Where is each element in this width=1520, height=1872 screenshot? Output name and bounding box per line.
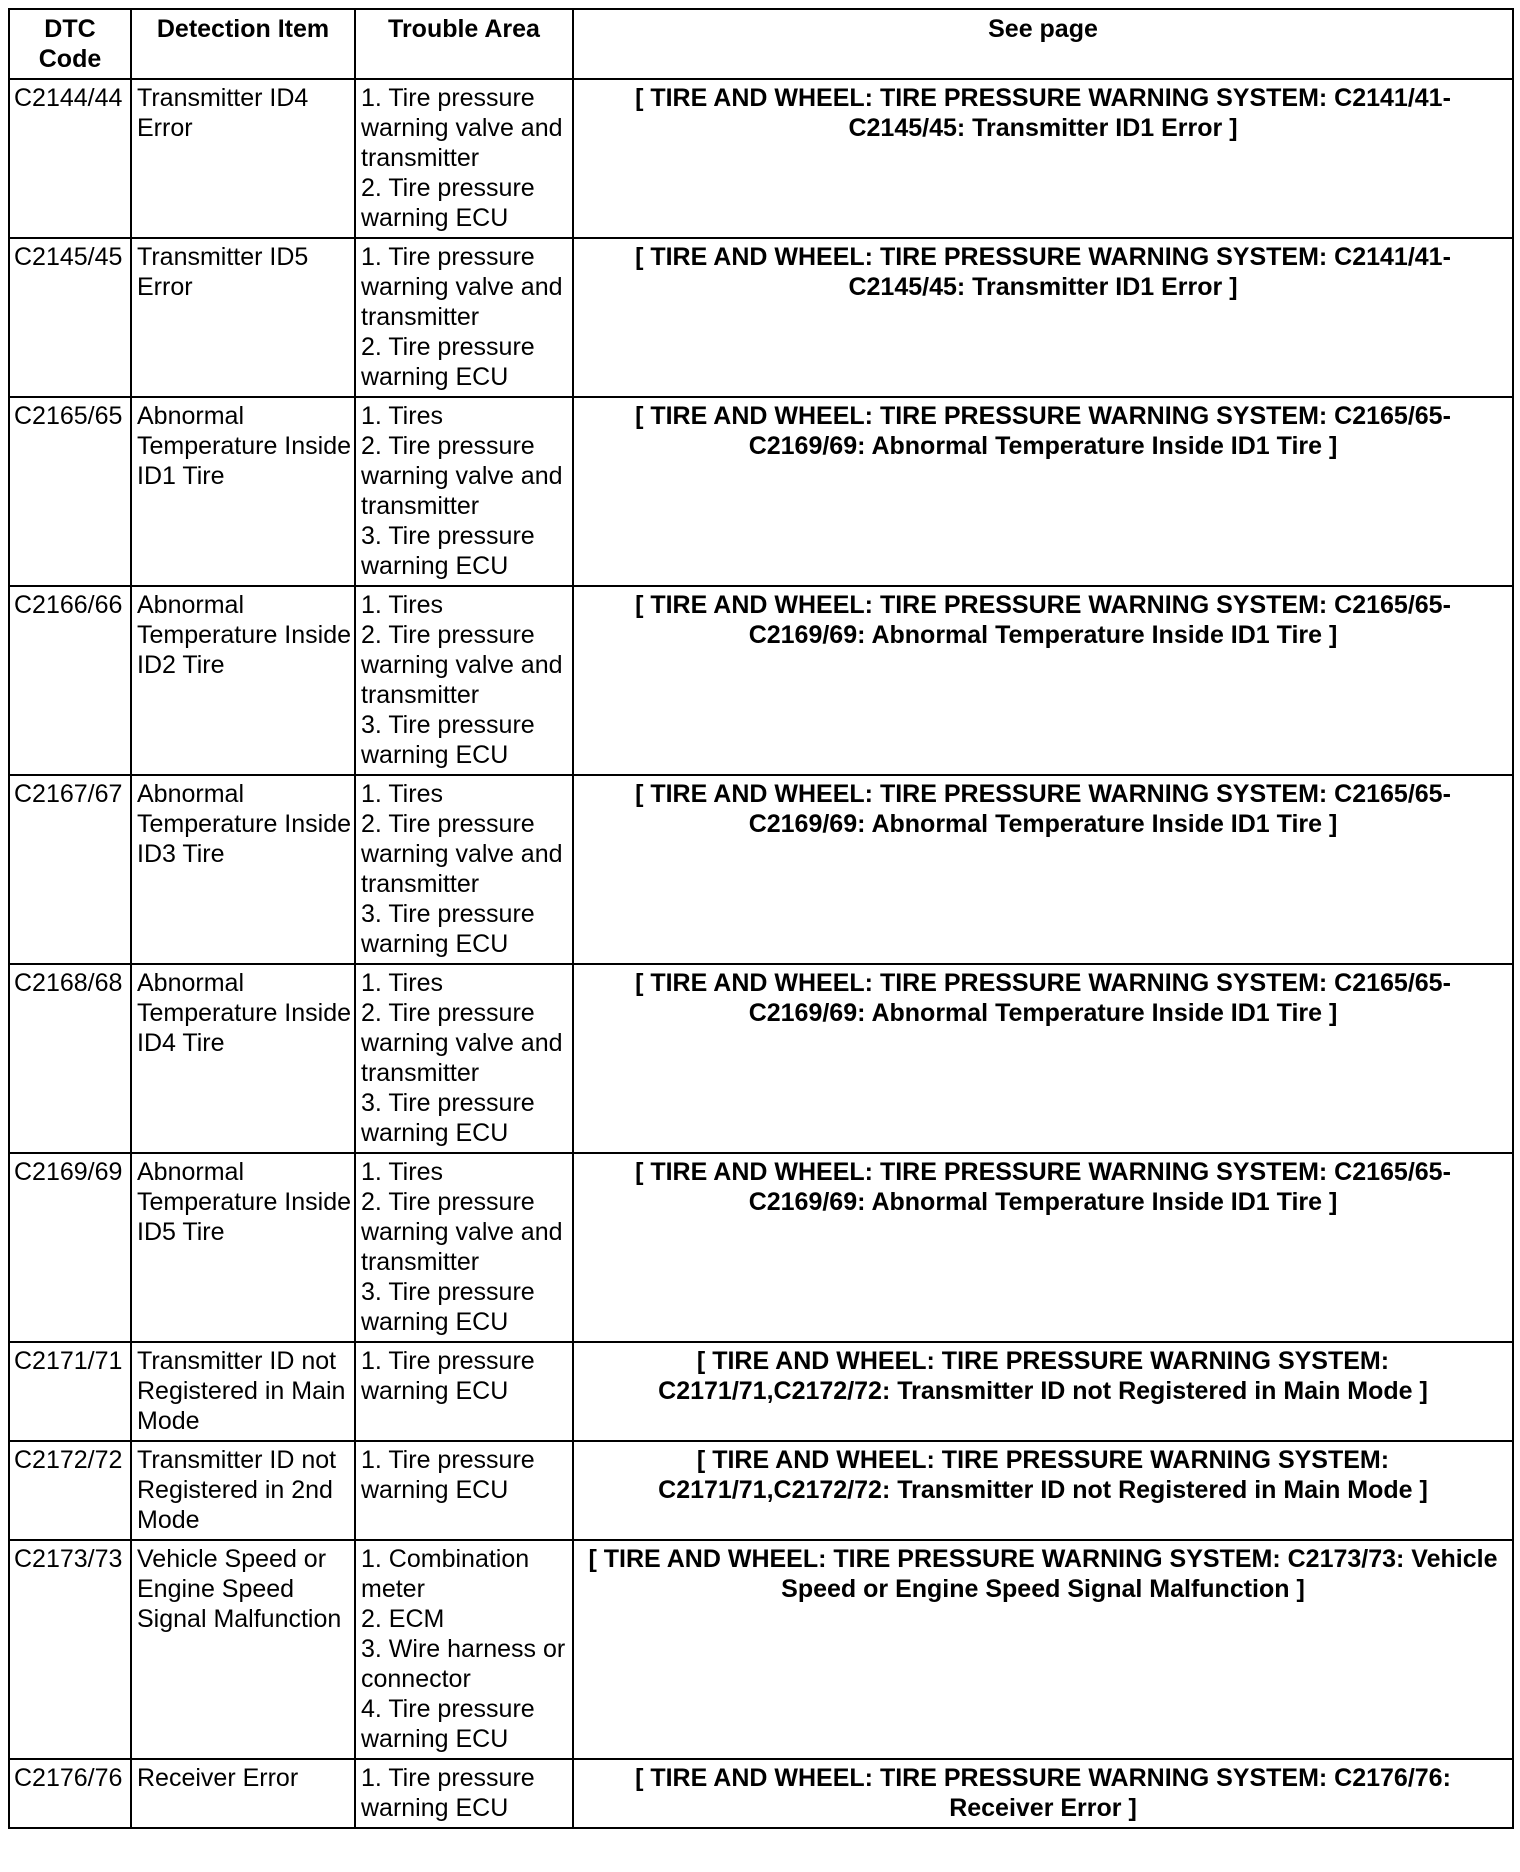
trouble-area-line: 2. ECM <box>361 1605 445 1633</box>
trouble-area-line: 3. Wire harness or <box>361 1635 566 1663</box>
dtc-code-cell: C2145/45 <box>9 238 131 397</box>
trouble-area-line: warning ECU <box>361 741 509 769</box>
detection-item-cell <box>131 79 355 238</box>
trouble-area-cell <box>355 1153 573 1342</box>
detection-item-cell <box>131 397 355 586</box>
table-row <box>9 238 1513 397</box>
detection-item-line: Mode <box>137 1506 200 1534</box>
detection-item-line: Registered in 2nd <box>137 1476 333 1504</box>
trouble-area-line: 3. Tire pressure <box>361 711 535 739</box>
see-page-cell <box>573 775 1513 964</box>
see-page-cell <box>573 1342 1513 1441</box>
detection-item-line: Error <box>137 114 193 142</box>
see-page-link[interactable]: [ TIRE AND WHEEL: TIRE PRESSURE WARNING SYSTEM: C2165/65-C2169/69: Abnormal Temperature Inside ID1 Tire ] <box>635 969 1451 1027</box>
table-row <box>9 1342 1513 1441</box>
header-see-page: See page <box>573 9 1513 79</box>
see-page-link[interactable]: [ TIRE AND WHEEL: TIRE PRESSURE WARNING SYSTEM: C2171/71,C2172/72: Transmitter ID not Registered in Main Mode ] <box>658 1446 1428 1504</box>
see-page-link[interactable]: [ TIRE AND WHEEL: TIRE PRESSURE WARNING SYSTEM: C2176/76: Receiver Error ] <box>635 1764 1451 1822</box>
trouble-area-line: warning ECU <box>361 1794 509 1822</box>
detection-item-cell <box>131 1441 355 1540</box>
trouble-area-line: warning valve and <box>361 1218 563 1246</box>
detection-item-line: ID2 Tire <box>137 651 225 679</box>
header-detection-item: Detection Item <box>131 9 355 79</box>
trouble-area-line: transmitter <box>361 303 480 331</box>
trouble-area-line: warning valve and <box>361 462 563 490</box>
detection-item-line: Temperature Inside <box>137 999 352 1027</box>
trouble-area-line: warning ECU <box>361 363 509 391</box>
trouble-area-line: 3. Tire pressure <box>361 1089 535 1117</box>
detection-item-cell <box>131 1540 355 1759</box>
detection-item-cell <box>131 775 355 964</box>
detection-item-cell <box>131 1759 355 1828</box>
table-row <box>9 397 1513 586</box>
trouble-area-cell <box>355 964 573 1153</box>
dtc-code-cell: C2171/71 <box>9 1342 131 1441</box>
detection-item-line: Mode <box>137 1407 200 1435</box>
trouble-area-line: transmitter <box>361 1248 480 1276</box>
detection-item-line: ID4 Tire <box>137 1029 225 1057</box>
see-page-link[interactable]: [ TIRE AND WHEEL: TIRE PRESSURE WARNING SYSTEM: C2141/41-C2145/45: Transmitter ID1 Error ] <box>635 243 1451 301</box>
see-page-link[interactable]: [ TIRE AND WHEEL: TIRE PRESSURE WARNING SYSTEM: C2165/65-C2169/69: Abnormal Temperature Inside ID1 Tire ] <box>635 1158 1451 1216</box>
see-page-cell <box>573 1540 1513 1759</box>
trouble-area-line: 3. Tire pressure <box>361 900 535 928</box>
detection-item-cell <box>131 238 355 397</box>
trouble-area-cell <box>355 79 573 238</box>
trouble-area-line: warning ECU <box>361 1308 509 1336</box>
trouble-area-line: 3. Tire pressure <box>361 1278 535 1306</box>
see-page-link[interactable]: [ TIRE AND WHEEL: TIRE PRESSURE WARNING SYSTEM: C2165/65-C2169/69: Abnormal Temperature Inside ID1 Tire ] <box>635 402 1451 460</box>
detection-item-line: Temperature Inside <box>137 1188 352 1216</box>
detection-item-line: Abnormal <box>137 969 244 997</box>
trouble-area-line: warning valve and <box>361 114 563 142</box>
table-row <box>9 1759 1513 1828</box>
trouble-area-line: 2. Tire pressure <box>361 999 535 1027</box>
trouble-area-line: warning ECU <box>361 1476 509 1504</box>
detection-item-line: Temperature Inside <box>137 621 352 649</box>
table-header-row <box>9 9 1513 79</box>
detection-item-line: Engine Speed <box>137 1575 295 1603</box>
trouble-area-line: warning ECU <box>361 930 509 958</box>
dtc-code-cell: C2166/66 <box>9 586 131 775</box>
table-body <box>9 79 1513 1828</box>
detection-item-cell <box>131 964 355 1153</box>
trouble-area-line: 2. Tire pressure <box>361 810 535 838</box>
trouble-area-line: transmitter <box>361 681 480 709</box>
trouble-area-line: 1. Tire pressure <box>361 1446 535 1474</box>
dtc-code-cell: C2173/73 <box>9 1540 131 1759</box>
detection-item-line: Transmitter ID not <box>137 1347 337 1375</box>
trouble-area-line: warning valve and <box>361 1029 563 1057</box>
dtc-code-cell: C2144/44 <box>9 79 131 238</box>
dtc-code-cell: C2169/69 <box>9 1153 131 1342</box>
trouble-area-line: meter <box>361 1575 425 1603</box>
see-page-cell <box>573 1441 1513 1540</box>
trouble-area-line: warning ECU <box>361 1119 509 1147</box>
see-page-cell <box>573 397 1513 586</box>
see-page-link[interactable]: [ TIRE AND WHEEL: TIRE PRESSURE WARNING SYSTEM: C2165/65-C2169/69: Abnormal Temperature Inside ID1 Tire ] <box>635 780 1451 838</box>
trouble-area-line: warning valve and <box>361 273 563 301</box>
detection-item-line: Abnormal <box>137 780 244 808</box>
dtc-code-cell: C2165/65 <box>9 397 131 586</box>
detection-item-line: Error <box>137 273 193 301</box>
trouble-area-cell <box>355 397 573 586</box>
trouble-area-line: transmitter <box>361 870 480 898</box>
trouble-area-cell <box>355 1342 573 1441</box>
table-row <box>9 964 1513 1153</box>
detection-item-line: Transmitter ID not <box>137 1446 337 1474</box>
detection-item-line: Abnormal <box>137 402 244 430</box>
header-dtc-code-line: DTC <box>44 15 96 43</box>
dtc-code-cell: C2172/72 <box>9 1441 131 1540</box>
trouble-area-cell <box>355 775 573 964</box>
trouble-area-line: 1. Tire pressure <box>361 243 535 271</box>
trouble-area-line: 1. Tires <box>361 969 443 997</box>
trouble-area-cell <box>355 1540 573 1759</box>
trouble-area-cell <box>355 238 573 397</box>
see-page-cell <box>573 964 1513 1153</box>
trouble-area-line: 2. Tire pressure <box>361 621 535 649</box>
dtc-code-cell: C2168/68 <box>9 964 131 1153</box>
trouble-area-line: 1. Tire pressure <box>361 84 535 112</box>
see-page-link[interactable]: [ TIRE AND WHEEL: TIRE PRESSURE WARNING SYSTEM: C2171/71,C2172/72: Transmitter ID not Registered in Main Mode ] <box>658 1347 1428 1405</box>
table-row <box>9 79 1513 238</box>
dtc-code-cell: C2176/76 <box>9 1759 131 1828</box>
trouble-area-line: 2. Tire pressure <box>361 1188 535 1216</box>
detection-item-line: Registered in Main <box>137 1377 346 1405</box>
trouble-area-cell <box>355 1441 573 1540</box>
see-page-cell <box>573 1759 1513 1828</box>
trouble-area-line: 2. Tire pressure <box>361 174 535 202</box>
see-page-cell <box>573 1153 1513 1342</box>
trouble-area-line: transmitter <box>361 1059 480 1087</box>
detection-item-line: Vehicle Speed or <box>137 1545 327 1573</box>
detection-item-line: Receiver Error <box>137 1764 299 1792</box>
dtc-code-cell: C2167/67 <box>9 775 131 964</box>
trouble-area-line: 1. Tire pressure <box>361 1347 535 1375</box>
header-dtc-code <box>9 9 131 79</box>
header-trouble-area: Trouble Area <box>355 9 573 79</box>
trouble-area-line: warning ECU <box>361 552 509 580</box>
trouble-area-line: 3. Tire pressure <box>361 522 535 550</box>
detection-item-line: ID3 Tire <box>137 840 225 868</box>
trouble-area-line: 1. Tire pressure <box>361 1764 535 1792</box>
trouble-area-line: 1. Combination <box>361 1545 530 1573</box>
trouble-area-line: 1. Tires <box>361 1158 443 1186</box>
trouble-area-line: warning ECU <box>361 1377 509 1405</box>
trouble-area-line: connector <box>361 1665 471 1693</box>
see-page-link[interactable]: [ TIRE AND WHEEL: TIRE PRESSURE WARNING SYSTEM: C2173/73: Vehicle Speed or Engine Speed Signal Malfunction ] <box>588 1545 1498 1603</box>
table-row <box>9 775 1513 964</box>
trouble-area-line: 1. Tires <box>361 780 443 808</box>
detection-item-line: ID5 Tire <box>137 1218 225 1246</box>
trouble-area-line: warning ECU <box>361 1725 509 1753</box>
detection-item-line: Signal Malfunction <box>137 1605 342 1633</box>
table-row <box>9 1153 1513 1342</box>
trouble-area-cell <box>355 586 573 775</box>
trouble-area-line: 2. Tire pressure <box>361 333 535 361</box>
see-page-link[interactable]: [ TIRE AND WHEEL: TIRE PRESSURE WARNING SYSTEM: C2141/41-C2145/45: Transmitter ID1 Error ] <box>635 84 1451 142</box>
see-page-cell <box>573 238 1513 397</box>
table-row <box>9 586 1513 775</box>
trouble-area-line: 1. Tires <box>361 402 443 430</box>
detection-item-cell <box>131 1342 355 1441</box>
detection-item-line: Temperature Inside <box>137 810 352 838</box>
trouble-area-line: transmitter <box>361 492 480 520</box>
trouble-area-line: 1. Tires <box>361 591 443 619</box>
trouble-area-line: 2. Tire pressure <box>361 432 535 460</box>
trouble-area-cell <box>355 1759 573 1828</box>
detection-item-line: ID1 Tire <box>137 462 225 490</box>
detection-item-cell <box>131 586 355 775</box>
detection-item-line: Temperature Inside <box>137 432 352 460</box>
trouble-area-line: 4. Tire pressure <box>361 1695 535 1723</box>
table-row <box>9 1441 1513 1540</box>
detection-item-line: Transmitter ID5 <box>137 243 309 271</box>
detection-item-line: Abnormal <box>137 1158 244 1186</box>
see-page-cell <box>573 79 1513 238</box>
trouble-area-line: transmitter <box>361 144 480 172</box>
table-row <box>9 1540 1513 1759</box>
detection-item-line: Transmitter ID4 <box>137 84 309 112</box>
trouble-area-line: warning valve and <box>361 840 563 868</box>
trouble-area-line: warning ECU <box>361 204 509 232</box>
detection-item-line: Abnormal <box>137 591 244 619</box>
header-dtc-code-line: Code <box>38 45 102 73</box>
trouble-area-line: warning valve and <box>361 651 563 679</box>
dtc-table <box>8 8 1514 1829</box>
see-page-cell <box>573 586 1513 775</box>
see-page-link[interactable]: [ TIRE AND WHEEL: TIRE PRESSURE WARNING SYSTEM: C2165/65-C2169/69: Abnormal Temperature Inside ID1 Tire ] <box>635 591 1451 649</box>
detection-item-cell <box>131 1153 355 1342</box>
